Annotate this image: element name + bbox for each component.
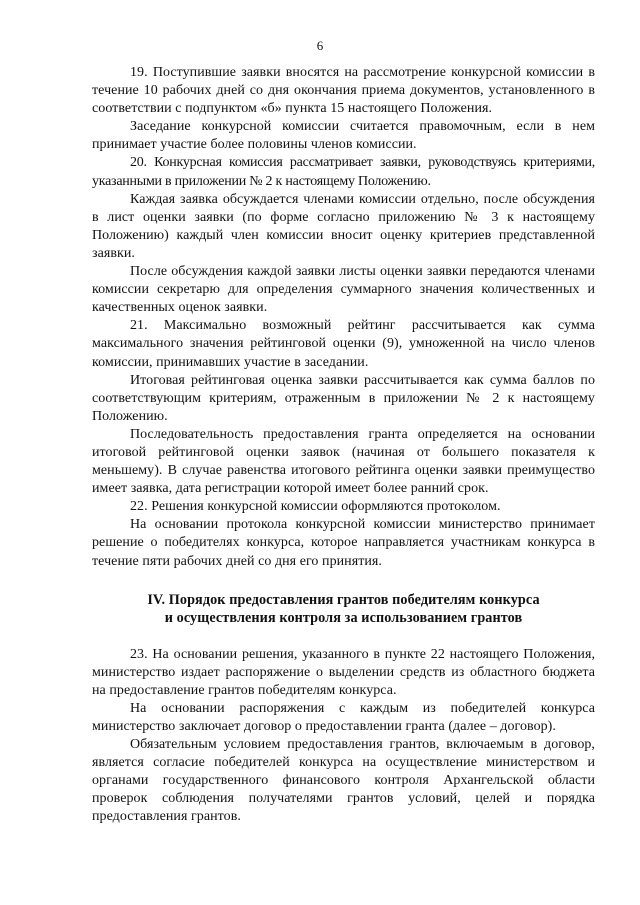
paragraph-20: 20. Конкурсная комиссия рассматривает заявки, руководствуясь критериями, указанными в приложении № 2 к настоящему Положению. [92,155,595,189]
paragraph-21: 21. Максимально возможный рейтинг рассчитывается как сумма максимального значения рейтинговой оценки (9), умноженной на число членов комиссии, принимавших участие в заседании. [92,318,595,370]
paragraph-grant-sequence: Последовательность предоставления гранта определяется на основании итоговой рейтинговой оценки заявок (начиная от большего показателя к меньшему). В случае равенства итогового рейтинга оценки заявки преимущество имеет заявка, дата регистрации которой имеет более ранний срок. [92,426,595,497]
section-heading [92,591,595,627]
document-body [92,64,595,827]
paragraph-quorum: Заседание конкурсной комиссии считается правомочным, если в нем принимает участие более половины членов комиссии. [92,119,595,153]
page-number: 6 [316,38,324,53]
paragraph-mandatory-condition: Обязательным условием предоставления грантов, включаемым в договор, является согласие победителей конкурса на осуществление министерством и органами государственного финансового контроля Архангельской области проверок соблюдения получателями грантов условий, целей и порядка предоставления грантов. [92,737,595,825]
paragraph-sheets-to-secretary: После обсуждения каждой заявки листы оценки заявки передаются членами комиссии секретарю для определения суммарного значения количественных и качественных оценок заявки. [92,264,595,316]
paragraph-19: 19. Поступившие заявки вносятся на рассмотрение конкурсной комиссии в течение 10 рабочих дней со дня окончания приема документов, установленного в соответствии с подпунктом «б» пункта 15 настоящего Положения. [92,65,595,117]
section-heading-line1: IV. Порядок предоставления грантов победителям конкурса [147,591,540,608]
paragraph-22: 22. Решения конкурсной комиссии оформляются протоколом. [130,499,501,515]
paragraph-ministry-decision: На основании протокола конкурсной комиссии министерство принимает решение о победителях конкурса, которое направляется участникам конкурса в течение пяти рабочих дней со дня его принятия. [92,517,595,569]
section-heading-line2: и осуществления контроля за использованием грантов [164,609,523,626]
paragraph-final-rating: Итоговая рейтинговая оценка заявки рассчитывается как сумма баллов по соответствующим критериям, отраженным в приложении № 2 к настоящему Положению. [92,372,595,424]
section-spacer-bottom [92,627,595,646]
paragraph-agreement: На основании распоряжения с каждым из победителей конкурса министерство заключает договор о предоставлении гранта (далее – договор). [92,700,595,734]
paragraph-23: 23. На основании решения, указанного в пункте 22 настоящего Положения, министерство издает распоряжение о выделении средств из областного бюджета на предоставление грантов победителям конкурса. [92,646,595,698]
section-spacer-top [92,571,595,591]
paragraph-evaluation-sheet: Каждая заявка обсуждается членами комиссии отдельно, после обсуждения в лист оценки заявки (по форме согласно приложению № 3 к настоящему Положению) каждый член комиссии вносит оценку критериев представленной заявки. [92,191,595,261]
